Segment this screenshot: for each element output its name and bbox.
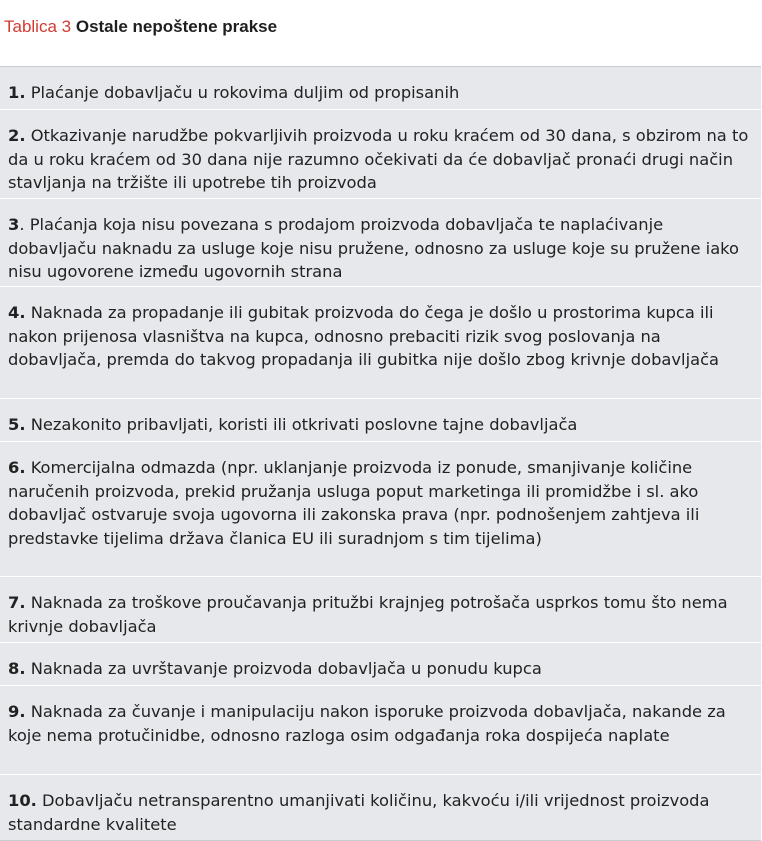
row-text: Naknada za uvrštavanje proizvoda dobavljača u ponudu kupca	[25, 659, 542, 678]
table-row	[0, 399, 761, 442]
table-row	[0, 287, 761, 399]
row-number: 5.	[8, 415, 26, 434]
table-row	[0, 775, 761, 841]
row-number: 4.	[8, 303, 26, 322]
row-number: 10.	[8, 791, 37, 810]
row-text: Naknada za čuvanje i manipulaciju nakon isporuke proizvoda dobavljača, nakande za koje nema protučinidbe, odnosno razloga osim odgađanja roka dospijeća naplate	[8, 702, 726, 745]
table-row	[0, 577, 761, 643]
row-text: . Plaćanja koja nisu povezana s prodajom proizvoda dobavljača te naplaćivanje dobavljaču naknadu za usluge koje nisu pružene, odnosno za usluge koje su pružene iako nisu ugovorene između ugovornih strana	[8, 215, 739, 281]
table-row	[0, 442, 761, 577]
table-number-label: Tablica 3	[4, 17, 72, 36]
table-title: Ostale nepoštene prakse	[75, 17, 278, 36]
row-number: 1.	[8, 83, 26, 102]
table-caption	[4, 16, 277, 38]
table-row	[0, 686, 761, 775]
row-text: Plaćanje dobavljaču u rokovima duljim od propisanih	[25, 83, 460, 102]
row-text: Nezakonito pribavljati, koristi ili otkrivati poslovne tajne dobavljača	[25, 415, 578, 434]
row-text: Komercijalna odmazda (npr. uklanjanje proizvoda iz ponude, smanjivanje količine naručenih proizvoda, prekid pružanja usluga poput marketinga ili promidžbe i sl. ako dobavljač ostvaruje svoja ugovorna ili zakonska prava (npr. podnošenjem zahtjeva ili predstavke tijelima država članica EU ili suradnjom s tim tijelima)	[8, 458, 700, 548]
row-number: 3	[8, 215, 20, 234]
table-row	[0, 199, 761, 287]
row-number: 8.	[8, 659, 26, 678]
table-row	[0, 110, 761, 199]
row-text: Dobavljaču netransparentno umanjivati količinu, kakvoću i/ili vrijednost proizvoda standardne kvalitete	[8, 791, 710, 834]
row-text: Otkazivanje narudžbe pokvarljivih proizvoda u roku kraćem od 30 dana, s obzirom na to da u roku kraćem od 30 dana nije razumno očekivati da će dobavljač pronaći drugi način stavljanja na tržište ili upotrebe tih proizvoda	[8, 126, 749, 192]
unfair-practices-table	[0, 66, 761, 841]
table-row	[0, 67, 761, 110]
row-text: Naknada za troškove proučavanja pritužbi krajnjeg potrošača usprkos tomu što nema krivnje dobavljača	[8, 593, 728, 636]
row-number: 7.	[8, 593, 26, 612]
row-number: 6.	[8, 458, 26, 477]
row-number: 9.	[8, 702, 26, 721]
row-number: 2.	[8, 126, 26, 145]
table-row	[0, 643, 761, 686]
row-text: Naknada za propadanje ili gubitak proizvoda do čega je došlo u prostorima kupca ili nakon prijenosa vlasništva na kupca, odnosno prebaciti rizik svog poslovanja na dobavljača, premda do takvog propadanja ili gubitka nije došlo zbog krivnje dobavljača	[8, 303, 719, 369]
